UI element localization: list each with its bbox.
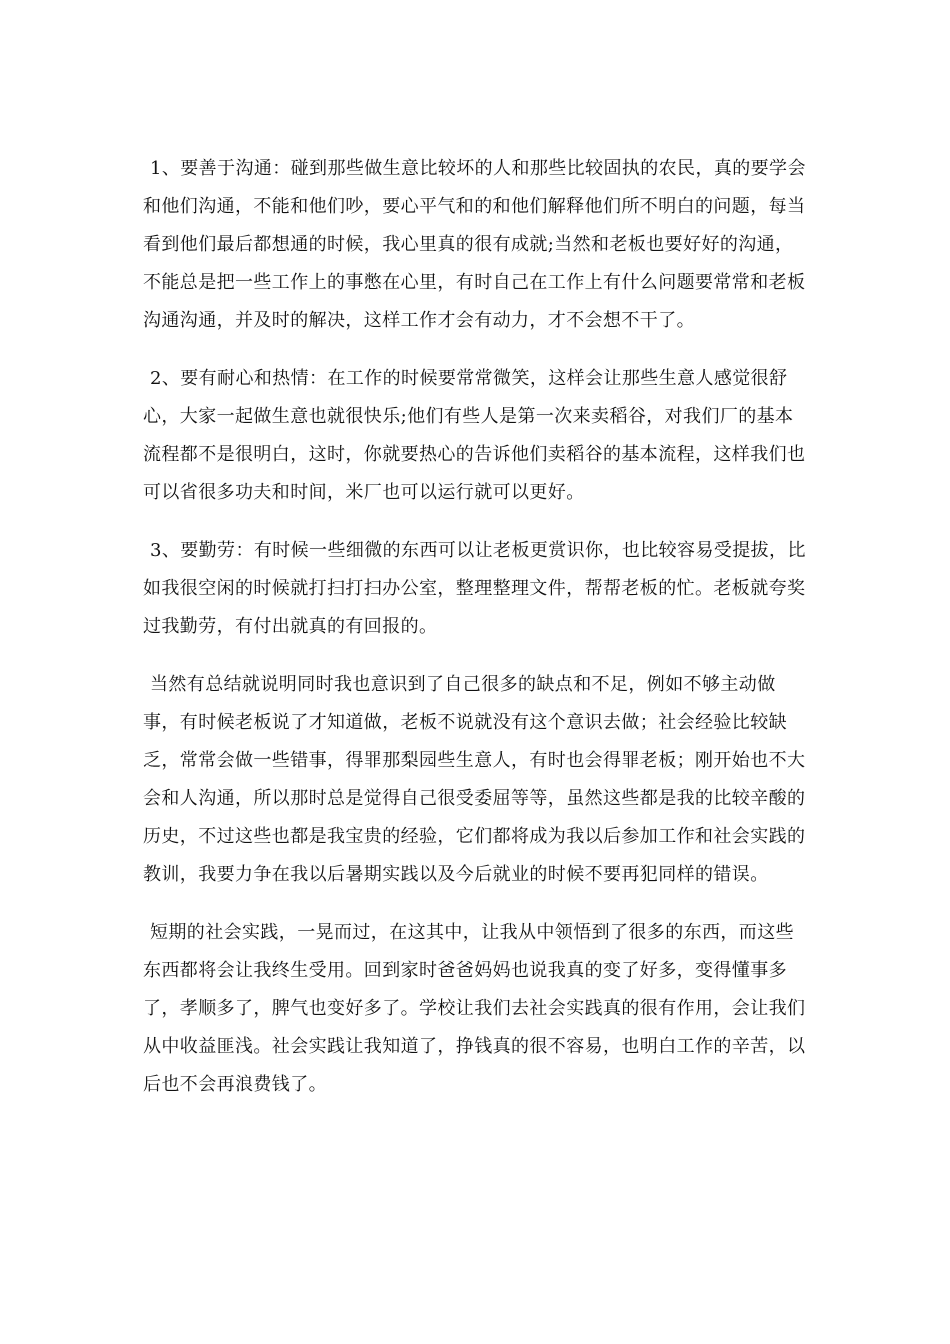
paragraph-diligence: 3、要勤劳：有时候一些细微的东西可以让老板更赏识你，也比较容易受提拔，比如我很空闲的时候就打扫打扫办公室，整理整理文件，帮帮老板的忙。老板就夸奖过我勤劳，有付出就真的有回报的。 [143,540,806,637]
paragraph-patience: 2、要有耐心和热情：在工作的时候要常常微笑，这样会让那些生意人感觉很舒心，大家一起做生意也就很快乐;他们有些人是第一次来卖稻谷，对我们厂的基本流程都不是很明白，这时，你就要热心的告诉他们卖稻谷的基本流程，这样我们也可以省很多功夫和时间，米厂也可以运行就可以更好。 [143,368,806,503]
paragraph-shortcomings: 当然有总结就说明同时我也意识到了自己很多的缺点和不足，例如不够主动做事，有时候老板说了才知道做，老板不说就没有这个意识去做；社会经验比较缺乏，常常会做一些错事，得罪那梨园些生意人，有时也会得罪老板；刚开始也不大会和人沟通，所以那时总是觉得自己很受委屈等等，虽然这些都是我的比较辛酸的历史，不过这些也都是我宝贵的经验，它们都将成为我以后参加工作和社会实践的教训，我要力争在我以后暑期实践以及今后就业的时候不要再犯同样的错误。 [143,674,806,885]
paragraph-conclusion: 短期的社会实践，一晃而过，在这其中，让我从中领悟到了很多的东西，而这些东西都将会让我终生受用。回到家时爸爸妈妈也说我真的变了好多，变得懂事多了，孝顺多了，脾气也变好多了。学校让我们去社会实践真的很有作用，会让我们从中收益匪浅。社会实践让我知道了，挣钱真的很不容易，也明白工作的辛苦，以后也不会再浪费钱了。 [143,922,806,1095]
paragraph-communication: 1、要善于沟通：碰到那些做生意比较坏的人和那些比较固执的农民，真的要学会和他们沟通，不能和他们吵，要心平气和的和他们解释他们所不明白的问题，每当看到他们最后都想通的时候，我心里真的很有成就;当然和老板也要好好的沟通，不能总是把一些工作上的事憋在心里，有时自己在工作上有什么问题要常常和老板沟通沟通，并及时的解决，这样工作才会有动力，才不会想不干了。 [143,158,806,331]
document-body [143,150,808,1124]
